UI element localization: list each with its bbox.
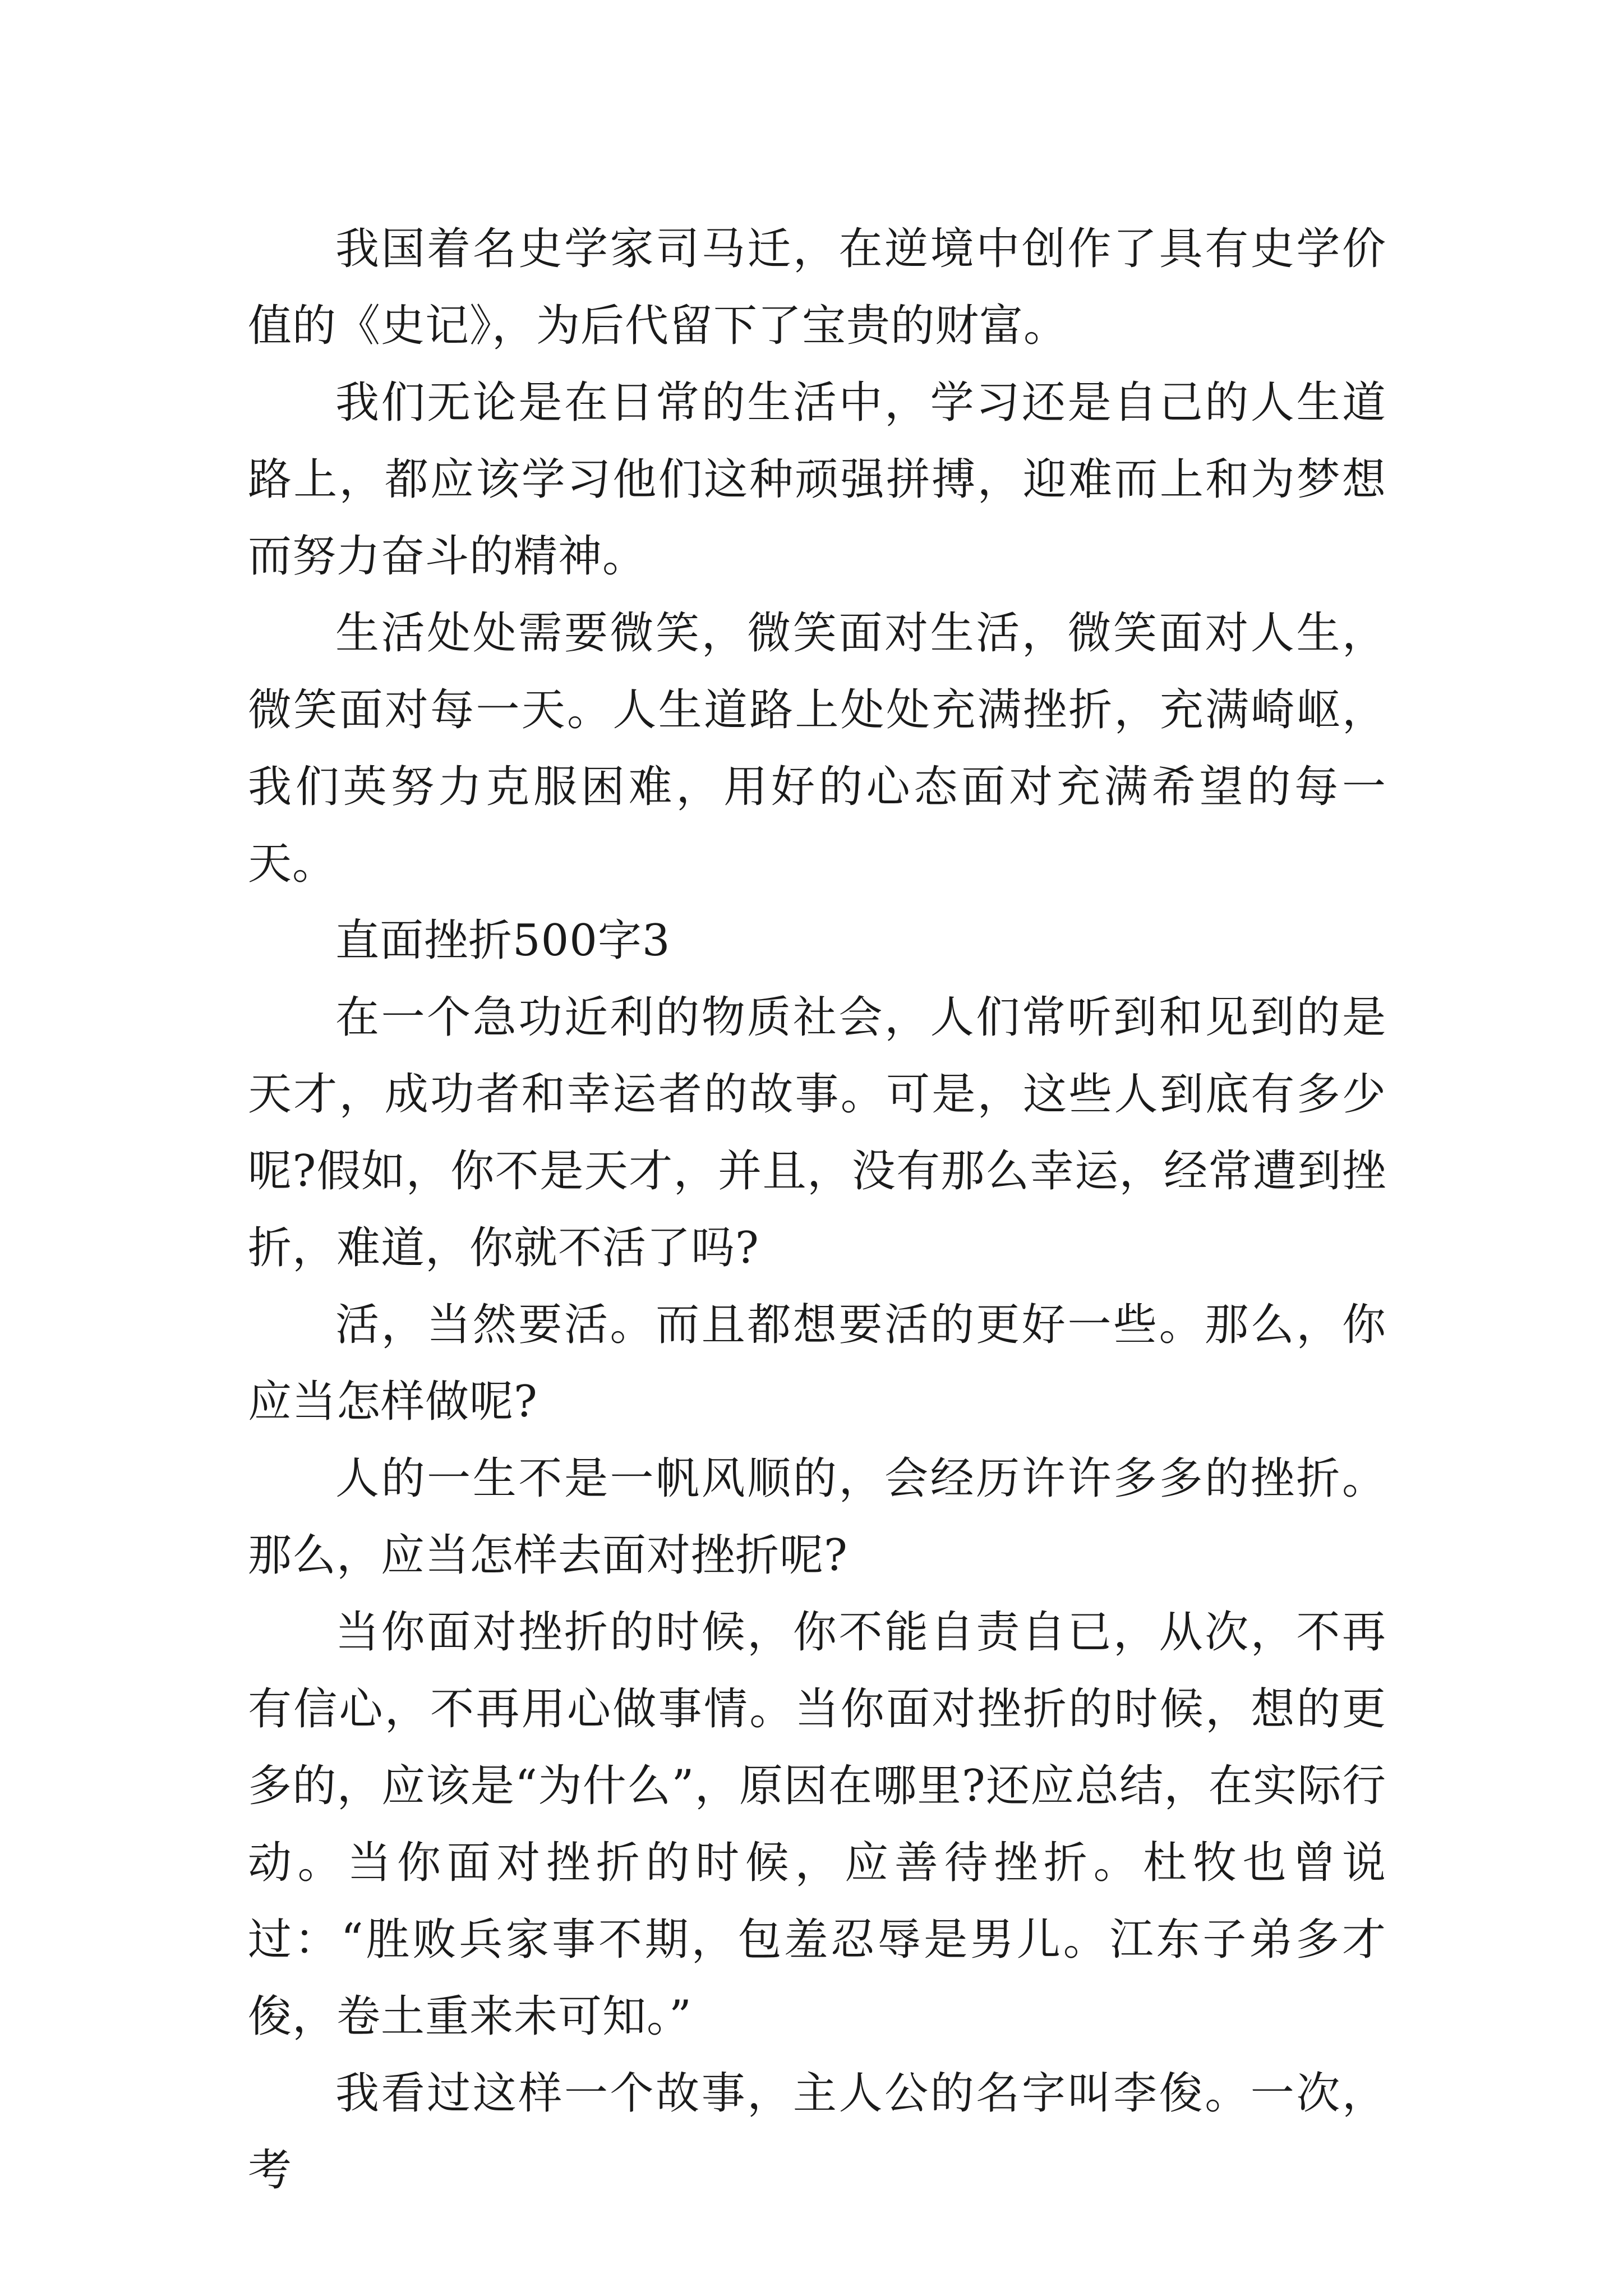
- paragraph-sima-qian: 我国着名史学家司马迁，在逆境中创作了具有史学价值的《史记》，为后代留下了宝贵的财富。: [248, 224, 1386, 351]
- paragraph-genius-success: 在一个急功近利的物质社会，人们常听到和见到的是天才，成功者和幸运者的故事。可是，这些人到底有多少呢?假如，你不是天才，并且，没有那么幸运，经常遭到挫折，难道，你就不活了吗?: [248, 992, 1386, 1273]
- document-body: [248, 211, 1386, 2209]
- paragraph-li-jun-story: 我看过这样一个故事，主人公的名字叫李俊。一次，考: [248, 2068, 1386, 2196]
- paragraph-life-setbacks: 人的一生不是一帆风顺的，会经历许许多多的挫折。那么，应当怎样去面对挫折呢?: [248, 1453, 1386, 1581]
- paragraph-smile: 生活处处需要微笑，微笑面对生活，微笑面对人生，微笑面对每一天。人生道路上处处充满挫折，充满崎岖，我们英努力克服困难，用好的心态面对充满希望的每一天。: [248, 608, 1386, 889]
- paragraph-learn-spirit: 我们无论是在日常的生活中，学习还是自己的人生道路上，都应该学习他们这种顽强拼搏，迎难而上和为梦想而努力奋斗的精神。: [248, 378, 1386, 582]
- section-heading: 直面挫折500字3: [335, 915, 671, 966]
- paragraph-face-setbacks: 当你面对挫折的时候，你不能自责自已，从次，不再有信心，不再用心做事情。当你面对挫折的时候，想的更多的，应该是“为什么”，原因在哪里?还应总结，在实际行动。当你面对挫折的时候，应善待挫折。杜牧也曾说过：“胜败兵家事不期，包羞忍辱是男儿。江东子弟多才俊，卷土重来未可知。”: [248, 1607, 1386, 2042]
- paragraph-must-live: 活，当然要活。而且都想要活的更好一些。那么，你应当怎样做呢?: [248, 1300, 1386, 1427]
